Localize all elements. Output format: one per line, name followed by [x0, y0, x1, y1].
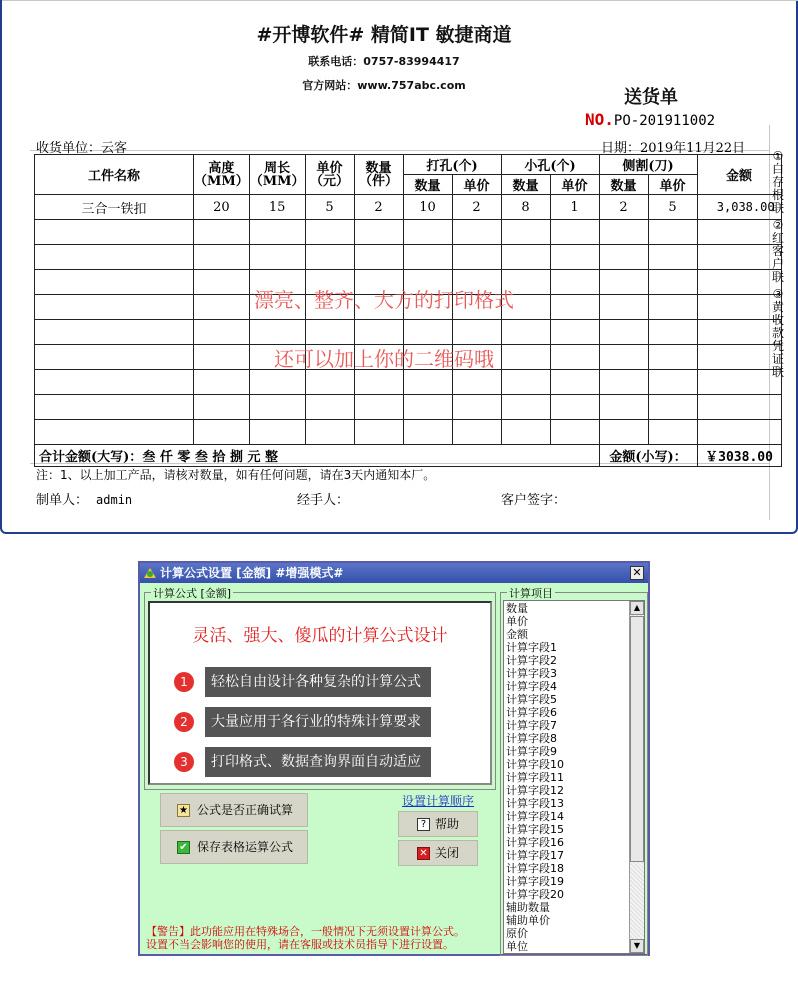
star-icon: ★ — [177, 804, 190, 817]
table-cell — [305, 245, 354, 270]
help-icon: ? — [417, 818, 430, 831]
table-cell: 15 — [249, 195, 305, 220]
table-cell — [354, 395, 403, 420]
total-lower-label: 金额(小写)： — [599, 445, 697, 467]
table-cell — [599, 245, 648, 270]
footer-note: 注：1、以上加工产品，请核对数量，如有任何问题，请在3天内通知本厂。 — [36, 468, 436, 482]
header-amount: 金额 — [697, 155, 781, 195]
table-row — [35, 195, 782, 220]
document-type: 送货单 — [624, 87, 678, 108]
table-cell — [501, 420, 550, 445]
table-cell: 三合一铁扣 — [35, 195, 194, 220]
calc-order-link[interactable]: 设置计算顺序 — [402, 794, 475, 808]
copy-label-white: ①白存根联 — [771, 149, 784, 215]
table-cell — [648, 395, 697, 420]
table-cell — [403, 320, 452, 345]
table-cell — [452, 395, 501, 420]
table-cell — [194, 245, 250, 270]
table-cell — [501, 220, 550, 245]
table-cell — [249, 420, 305, 445]
subheader-qty: 数量 — [501, 175, 550, 195]
warning-text: 【警告】此功能应用在特殊场合，一般情况下无须设置计算公式。 设置不当会影响您的使用，请在客服或技术员指导下进行设置。 — [146, 925, 465, 951]
total-lower-value: ￥3038.00 — [697, 445, 781, 467]
table-cell — [194, 370, 250, 395]
table-cell — [452, 370, 501, 395]
table-cell — [194, 320, 250, 345]
header-name: 工件名称 — [35, 155, 194, 195]
help-button[interactable]: ? 帮助 — [398, 811, 478, 837]
scroll-up-icon[interactable]: ▲ — [630, 601, 644, 615]
table-cell — [648, 320, 697, 345]
feature-badge-1: 1 — [174, 672, 194, 692]
list-item[interactable]: 数量 — [506, 602, 528, 615]
table-cell — [550, 245, 599, 270]
list-item[interactable]: 辅助单价 — [506, 914, 550, 927]
check-icon: ✔ — [177, 841, 190, 854]
table-cell: 5 — [648, 195, 697, 220]
table-cell — [35, 220, 194, 245]
table-row-empty — [35, 220, 782, 245]
list-item[interactable]: 计算字段13 — [506, 797, 564, 810]
handler-field: 经手人： — [297, 493, 350, 508]
dialog-title-bar[interactable] — [140, 563, 648, 583]
feature-badge-3: 3 — [174, 752, 194, 772]
table-cell — [697, 370, 781, 395]
table-cell — [194, 220, 250, 245]
promo-headline: 灵活、强大、傻瓜的计算公式设计 — [192, 626, 448, 646]
table-cell — [354, 420, 403, 445]
table-cell — [403, 245, 452, 270]
list-item[interactable]: 计算字段18 — [506, 862, 564, 875]
subheader-qty: 数量 — [403, 175, 452, 195]
subheader-price: 单价 — [452, 175, 501, 195]
table-cell — [354, 370, 403, 395]
company-phone: 联系电话：0757-83994417 — [308, 55, 460, 68]
list-item[interactable]: 单价 — [506, 615, 528, 628]
date-field: 日期：2019年11月22日 — [601, 141, 746, 156]
table-cell — [501, 395, 550, 420]
table-cell: 2 — [452, 195, 501, 220]
subheader-price: 单价 — [648, 175, 697, 195]
table-cell — [403, 370, 452, 395]
close-icon[interactable]: ✕ — [630, 566, 644, 580]
list-item[interactable]: 计算字段3 — [506, 667, 557, 680]
company-website: 官方网站：www.757abc.com — [302, 79, 466, 92]
header-hole: 小孔(个) — [501, 155, 599, 175]
table-cell — [452, 320, 501, 345]
list-item[interactable]: 计算字段9 — [506, 745, 557, 758]
table-cell — [550, 395, 599, 420]
table-cell — [194, 395, 250, 420]
table-cell — [452, 220, 501, 245]
table-cell — [550, 220, 599, 245]
table-cell — [697, 245, 781, 270]
total-upper: 合计金额(大写)：叁 仟 零 叁 拾 捌 元 整 — [35, 445, 600, 467]
promo-text-2: 还可以加上你的二维码哦 — [274, 347, 494, 371]
table-cell — [697, 395, 781, 420]
table-cell — [305, 395, 354, 420]
calc-items-group — [500, 587, 648, 956]
table-cell: 3,038.00 — [697, 195, 781, 220]
table-cell — [354, 320, 403, 345]
table-cell — [35, 320, 194, 345]
table-cell — [599, 395, 648, 420]
scroll-down-icon[interactable]: ▼ — [630, 939, 644, 953]
header-qty: 数量 （件） — [354, 155, 403, 195]
feature-1: 轻松自由设计各种复杂的计算公式 — [205, 667, 431, 697]
table-cell — [35, 370, 194, 395]
table-cell — [550, 420, 599, 445]
app-icon — [143, 566, 157, 580]
table-cell — [305, 320, 354, 345]
list-item[interactable]: 计算字段5 — [506, 693, 557, 706]
test-formula-button[interactable]: ★ 公式是否正确试算 — [160, 793, 308, 827]
table-cell — [501, 320, 550, 345]
table-cell — [697, 420, 781, 445]
list-item[interactable]: 计算字段4 — [506, 680, 557, 693]
list-item[interactable]: 计算字段2 — [506, 654, 557, 667]
table-row-empty — [35, 245, 782, 270]
table-cell — [194, 420, 250, 445]
table-cell — [648, 220, 697, 245]
calc-items-legend: 计算项目 — [509, 587, 553, 600]
list-item[interactable]: 原价 — [506, 927, 528, 940]
formula-dialog — [138, 561, 650, 956]
table-cell: 20 — [194, 195, 250, 220]
table-cell: 5 — [305, 195, 354, 220]
table-cell — [550, 370, 599, 395]
table-cell: 2 — [354, 195, 403, 220]
table-cell: 1 — [550, 195, 599, 220]
header-width: 周长 （MM） — [249, 155, 305, 195]
list-item[interactable]: 计算字段8 — [506, 732, 557, 745]
header-side: 侧割(刀) — [599, 155, 697, 175]
header-punch: 打孔(个) — [403, 155, 501, 175]
list-item[interactable]: 计算字段20 — [506, 888, 564, 901]
table-cell — [599, 370, 648, 395]
table-cell — [648, 420, 697, 445]
table-cell — [403, 395, 452, 420]
promo-text-1: 漂亮、整齐、大方的打印格式 — [254, 288, 514, 312]
table-cell — [35, 420, 194, 445]
formula-group — [144, 587, 496, 790]
table-cell — [550, 320, 599, 345]
table-row-empty — [35, 420, 782, 445]
list-item[interactable]: 计算字段6 — [506, 706, 557, 719]
list-item[interactable]: 计算字段12 — [506, 784, 564, 797]
list-item[interactable]: 计算字段14 — [506, 810, 564, 823]
table-cell — [305, 420, 354, 445]
table-cell — [35, 245, 194, 270]
table-cell: 8 — [501, 195, 550, 220]
feature-badge-2: 2 — [174, 712, 194, 732]
header-height: 高度 （MM） — [194, 155, 250, 195]
page-top-border — [2, 0, 798, 1]
table-row-empty — [35, 320, 782, 345]
close-button[interactable]: ✕ 关闭 — [398, 840, 478, 866]
table-cell — [249, 370, 305, 395]
table-cell — [403, 420, 452, 445]
table-cell — [648, 370, 697, 395]
table-cell — [354, 245, 403, 270]
company-title: #开博软件# 精简IT 敏捷商道 — [256, 24, 512, 46]
list-item[interactable]: 计算字段16 — [506, 836, 564, 849]
save-formula-button[interactable]: ✔ 保存表格运算公式 — [160, 830, 308, 864]
copy-label-yellow: ③黄收款凭证联 — [771, 287, 784, 379]
list-item[interactable]: 计算字段1 — [506, 641, 557, 654]
table-cell — [648, 245, 697, 270]
document-number — [585, 110, 715, 129]
table-cell — [354, 220, 403, 245]
calc-items-list[interactable] — [503, 600, 645, 954]
document-number-value: PO-201911002 — [613, 113, 716, 129]
table-cell — [599, 220, 648, 245]
feature-2: 大量应用于各行业的特殊计算要求 — [205, 707, 431, 737]
table-cell — [697, 220, 781, 245]
table-cell — [305, 370, 354, 395]
scroll-thumb[interactable] — [630, 616, 644, 862]
table-row-empty — [35, 370, 782, 395]
list-item[interactable]: 计算字段11 — [506, 771, 564, 784]
header-price: 单价 （元） — [305, 155, 354, 195]
copy-labels — [771, 150, 785, 383]
close-icon: ✕ — [417, 847, 430, 860]
table-cell — [697, 320, 781, 345]
list-item[interactable]: 计算字段7 — [506, 719, 557, 732]
table-cell: 10 — [403, 195, 452, 220]
table-cell: 2 — [599, 195, 648, 220]
subheader-price: 单价 — [550, 175, 599, 195]
table-cell — [452, 420, 501, 445]
table-cell — [35, 395, 194, 420]
table-cell — [249, 245, 305, 270]
feature-3: 打印格式、数据查询界面自动适应 — [205, 747, 431, 777]
list-scrollbar[interactable] — [629, 601, 644, 953]
table-cell — [501, 245, 550, 270]
customer-sign-field: 客户签字： — [501, 493, 567, 508]
list-item[interactable]: 计算字段17 — [506, 849, 564, 862]
list-item[interactable]: 计算字段19 — [506, 875, 564, 888]
formula-legend: 计算公式 [金额] — [153, 587, 232, 600]
list-item[interactable]: 计算字段10 — [506, 758, 564, 771]
customer-field: 收货单位：云客 — [36, 141, 128, 156]
list-item[interactable]: 计算字段15 — [506, 823, 564, 836]
table-cell — [599, 320, 648, 345]
table-cell — [249, 220, 305, 245]
table-row-empty — [35, 395, 782, 420]
dialog-title: 计算公式设置 [金额] #增强模式# — [160, 566, 344, 580]
formula-editor[interactable] — [148, 601, 492, 785]
copy-label-red: ②红客户联 — [771, 218, 784, 284]
document-number-label: NO. — [585, 110, 614, 129]
table-cell — [452, 245, 501, 270]
subheader-qty: 数量 — [599, 175, 648, 195]
table-cell — [249, 320, 305, 345]
table-cell — [249, 395, 305, 420]
table-cell — [305, 220, 354, 245]
maker-field: 制单人： admin — [36, 493, 133, 508]
table-cell — [403, 220, 452, 245]
table-cell — [501, 370, 550, 395]
list-item[interactable]: 金额 — [506, 628, 528, 641]
list-item[interactable]: 单位 — [506, 940, 528, 953]
list-item[interactable]: 辅助数量 — [506, 901, 550, 914]
table-cell — [599, 420, 648, 445]
